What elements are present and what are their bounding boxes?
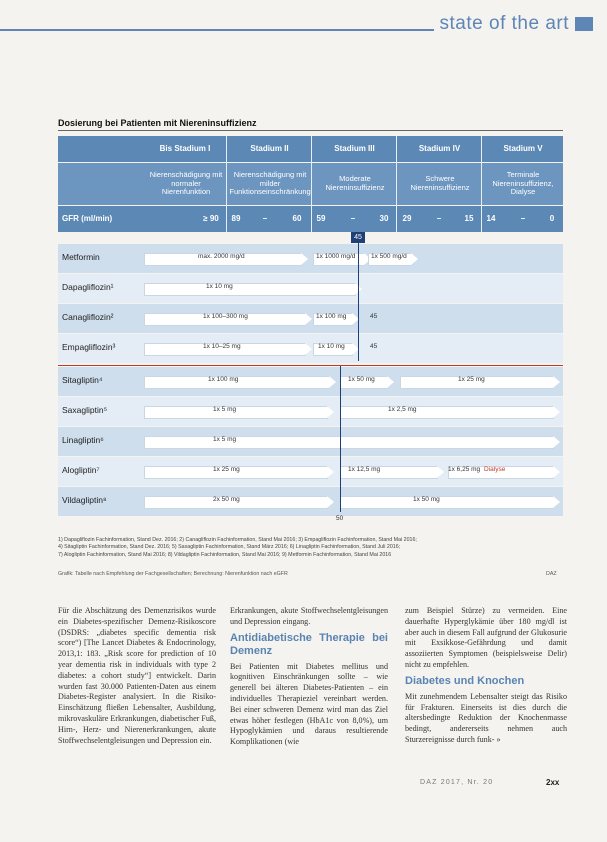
section-heading: Diabetes und Knochen: [405, 674, 525, 687]
table-row: [58, 274, 563, 303]
article-column-1: [58, 606, 216, 746]
drug-name: Empagliflozin³: [62, 342, 116, 352]
footnote-line: 1) Dapagliflozin Fachinformation, Stand Dez. 2016; 2) Canagliflozin Fachinformation, Stand Mai 2016; 3) Empagliflozin Fachinformation, Stand Mai 2016;: [58, 537, 417, 543]
dose-label: 1x 100–300 mg: [203, 313, 248, 320]
paragraph: zum Beispiel Stürze) zu vermeiden. Eine dauerhafte Hyperglykämie über 180 mg/dl ist aber auch in diesem Fall aufgrund der Glukosurie mit Exsikkose-Gefährdung und damit assoziierten Symptomen (beispielsweise Delir) nicht zu empfehlen.: [405, 606, 567, 669]
gfr-value: 30: [379, 214, 389, 224]
column-divider: [226, 136, 227, 232]
stage-5-header: Stadium V: [503, 144, 543, 154]
dose-bar: [340, 406, 554, 419]
table-row: [58, 397, 563, 426]
drug-name: Sitagliptin⁴: [62, 375, 103, 385]
gfr-value: 60: [292, 214, 302, 224]
dose-label: 1x 10 mg: [206, 283, 233, 290]
table-row: [58, 367, 563, 396]
stage-4-header: Stadium IV: [418, 144, 461, 154]
table-row: [58, 487, 563, 516]
dose-label: 1x 25 mg: [213, 466, 240, 473]
gfr-value: –: [262, 214, 268, 224]
dose-label: 1x 25 mg: [458, 376, 485, 383]
table-row: [58, 457, 563, 486]
dose-label: max. 2000 mg/d: [198, 253, 245, 260]
paragraph: Mit zunehmendem Lebensalter steigt das Risiko für Frakturen. Einerseits ist dies durch die altersbedingte Reduktion der Knochenmasse bedingt, andererseits nehmen auch Sturzereignisse durch funk- »: [405, 691, 567, 744]
column-divider: [396, 136, 397, 232]
table-title-rule: [58, 130, 563, 131]
dose-label: 1x 6,25 mg: [448, 466, 481, 473]
gfr-value: –: [436, 214, 442, 224]
paragraph: Erkrankungen, akute Stoffwechselentgleisungen und Depression eingang.: [230, 606, 388, 626]
dose-label: 1x 1000 mg/d: [316, 253, 356, 260]
gfr-45-line: [358, 243, 359, 361]
gfr-value: 59: [316, 214, 326, 224]
stage-3-desc: Moderate Niereninsuffizienz: [325, 174, 385, 192]
gfr-threshold-note: 45: [370, 313, 378, 320]
gfr-50-marker: 50: [336, 515, 344, 522]
section-title: state of the art: [434, 13, 569, 35]
dose-label: 1x 100 mg: [316, 313, 347, 320]
drug-name: Alogliptin⁷: [62, 465, 100, 475]
table-row: [58, 244, 563, 273]
dose-label: 1x 5 mg: [213, 436, 237, 443]
table-title: Dosierung bei Patienten mit Niereninsuffizienz: [58, 118, 257, 128]
drug-name: Dapagliflozin¹: [62, 282, 114, 292]
gfr-value: 15: [464, 214, 474, 224]
gfr-threshold-note: 45: [370, 343, 378, 350]
stage-3-header: Stadium III: [334, 144, 375, 154]
gfr-label: GFR (ml/min): [62, 214, 113, 224]
table-row: [58, 427, 563, 456]
page-number: 2xx: [546, 778, 560, 787]
column-divider: [311, 136, 312, 232]
dose-label: 1x 5 mg: [213, 406, 237, 413]
stage-4-desc: Schwere Niereninsuffizienz: [410, 174, 470, 192]
stage-1-desc: Nierenschädigung mit normaler Nierenfunktion: [149, 170, 223, 197]
gfr-value: ≥ 90: [203, 214, 219, 224]
gfr-value: 0: [549, 214, 555, 224]
stage-2-header: Stadium II: [250, 144, 289, 154]
gfr-value: –: [350, 214, 356, 224]
dose-label: 2x 50 mg: [213, 496, 240, 503]
footnote-line: 7) Alogliptin Fachinformation, Stand Mai 2016; 8) Vildagliptin Fachinformation, Stand Mai 2016; 9) Metformin Fachinformation, Stand Mai 2016: [58, 551, 392, 558]
figure-source: Grafik: Tabelle nach Empfehlung der Fachgesellschaften; Berechnung: Nierenfunktion nach eGFR: [58, 571, 288, 577]
dose-bar: [340, 496, 554, 509]
dose-label: 1x 2,5 mg: [388, 406, 417, 413]
article-column-2: [230, 606, 388, 748]
table-row: [58, 334, 563, 363]
dose-label: 1x 10 mg: [318, 343, 345, 350]
footnote-line: 4) Sitagliptin Fachinformation, Stand Dez. 2016; 5) Saxagliptin Fachinformation, Stand März 2016; 6) Linagliptin Fachinformation, Stand Juli 2016;: [58, 544, 401, 551]
paragraph: Für die Abschätzung des Demenzrisikos wurde ein Diabetes-spezifischer Demenz-Risikoscore (DSDRS: „diabetes specific dementia risk score“) [The Lancet Diabetes & Endocrinology, 2013,1: 183. „Risk score for prediction of 10 year dementia risk in individuals with type 2 diabetes: a cohort study“] entwickelt. Darin wurden fast 30.000 Patienten-Daten aus einem Diabetes-Register analysiert. In die Risiko-Einschätzung fließen Lebensalter, Ausbildung, mikrovaskuläre Erkrankungen, diabetischer Fuß, Hirn-, Herz- und Nierenerkrankungen, akute Stoffwechselentgleisungen und Depression ein.: [58, 606, 217, 745]
paragraph: Bei Patienten mit Diabetes mellitus und kognitiven Einschränkungen sollte – wie generell bei älteren Diabetes-Patienten – ein individuelles Therapieziel vereinbart werden. Bei einer schweren Demenz wird man das Ziel etwas höher festlegen (HbA1c von 8,0%), um Hypoglykämien und daraus resultierende Komplikationen (wie: [230, 661, 388, 747]
gfr-value: 89: [231, 214, 241, 224]
dose-label: 1x 10–25 mg: [203, 343, 241, 350]
dosage-table: [58, 136, 563, 514]
gfr-value: 29: [402, 214, 412, 224]
header-accent-block: [575, 17, 593, 31]
drug-name: Linagliptin⁶: [62, 435, 104, 445]
stage-5-desc: Terminale Niereninsuffizienz, Dialyse: [492, 170, 554, 197]
section-heading: Antidiabetische Therapie bei Demenz: [230, 631, 388, 657]
dose-label: 1x 50 mg: [348, 376, 375, 383]
table-row: [58, 304, 563, 333]
gfr-value: 14: [486, 214, 496, 224]
dose-label: 1x 12,5 mg: [348, 466, 381, 473]
dose-bar: [144, 436, 554, 449]
drug-name: Canagliflozin²: [62, 312, 114, 322]
drug-name: Metformin: [62, 252, 100, 262]
article-column-3: [405, 606, 567, 746]
column-divider: [481, 136, 482, 232]
stage-2-desc: Nierenschädigung mit milder Funktionseinschränkung: [229, 170, 311, 197]
dose-label: 1x 50 mg: [413, 496, 440, 503]
gfr-50-line: [340, 366, 341, 512]
gfr-45-marker: 45: [351, 232, 365, 243]
drug-name: Vildagliptin⁸: [62, 495, 107, 505]
gfr-value: –: [520, 214, 526, 224]
section-divider: [58, 365, 563, 366]
figure-credit: DAZ: [546, 571, 557, 577]
dose-label: 1x 500 mg/d: [371, 253, 407, 260]
footnotes: [58, 537, 568, 559]
dose-label: 1x 100 mg: [208, 376, 239, 383]
drug-name: Saxagliptin⁵: [62, 405, 108, 415]
dialysis-note: Dialyse: [484, 466, 506, 473]
issue-footer: DAZ 2017, Nr. 20: [420, 779, 494, 786]
dose-bar: [144, 283, 356, 296]
stage-1-header: Bis Stadium I: [159, 144, 211, 154]
